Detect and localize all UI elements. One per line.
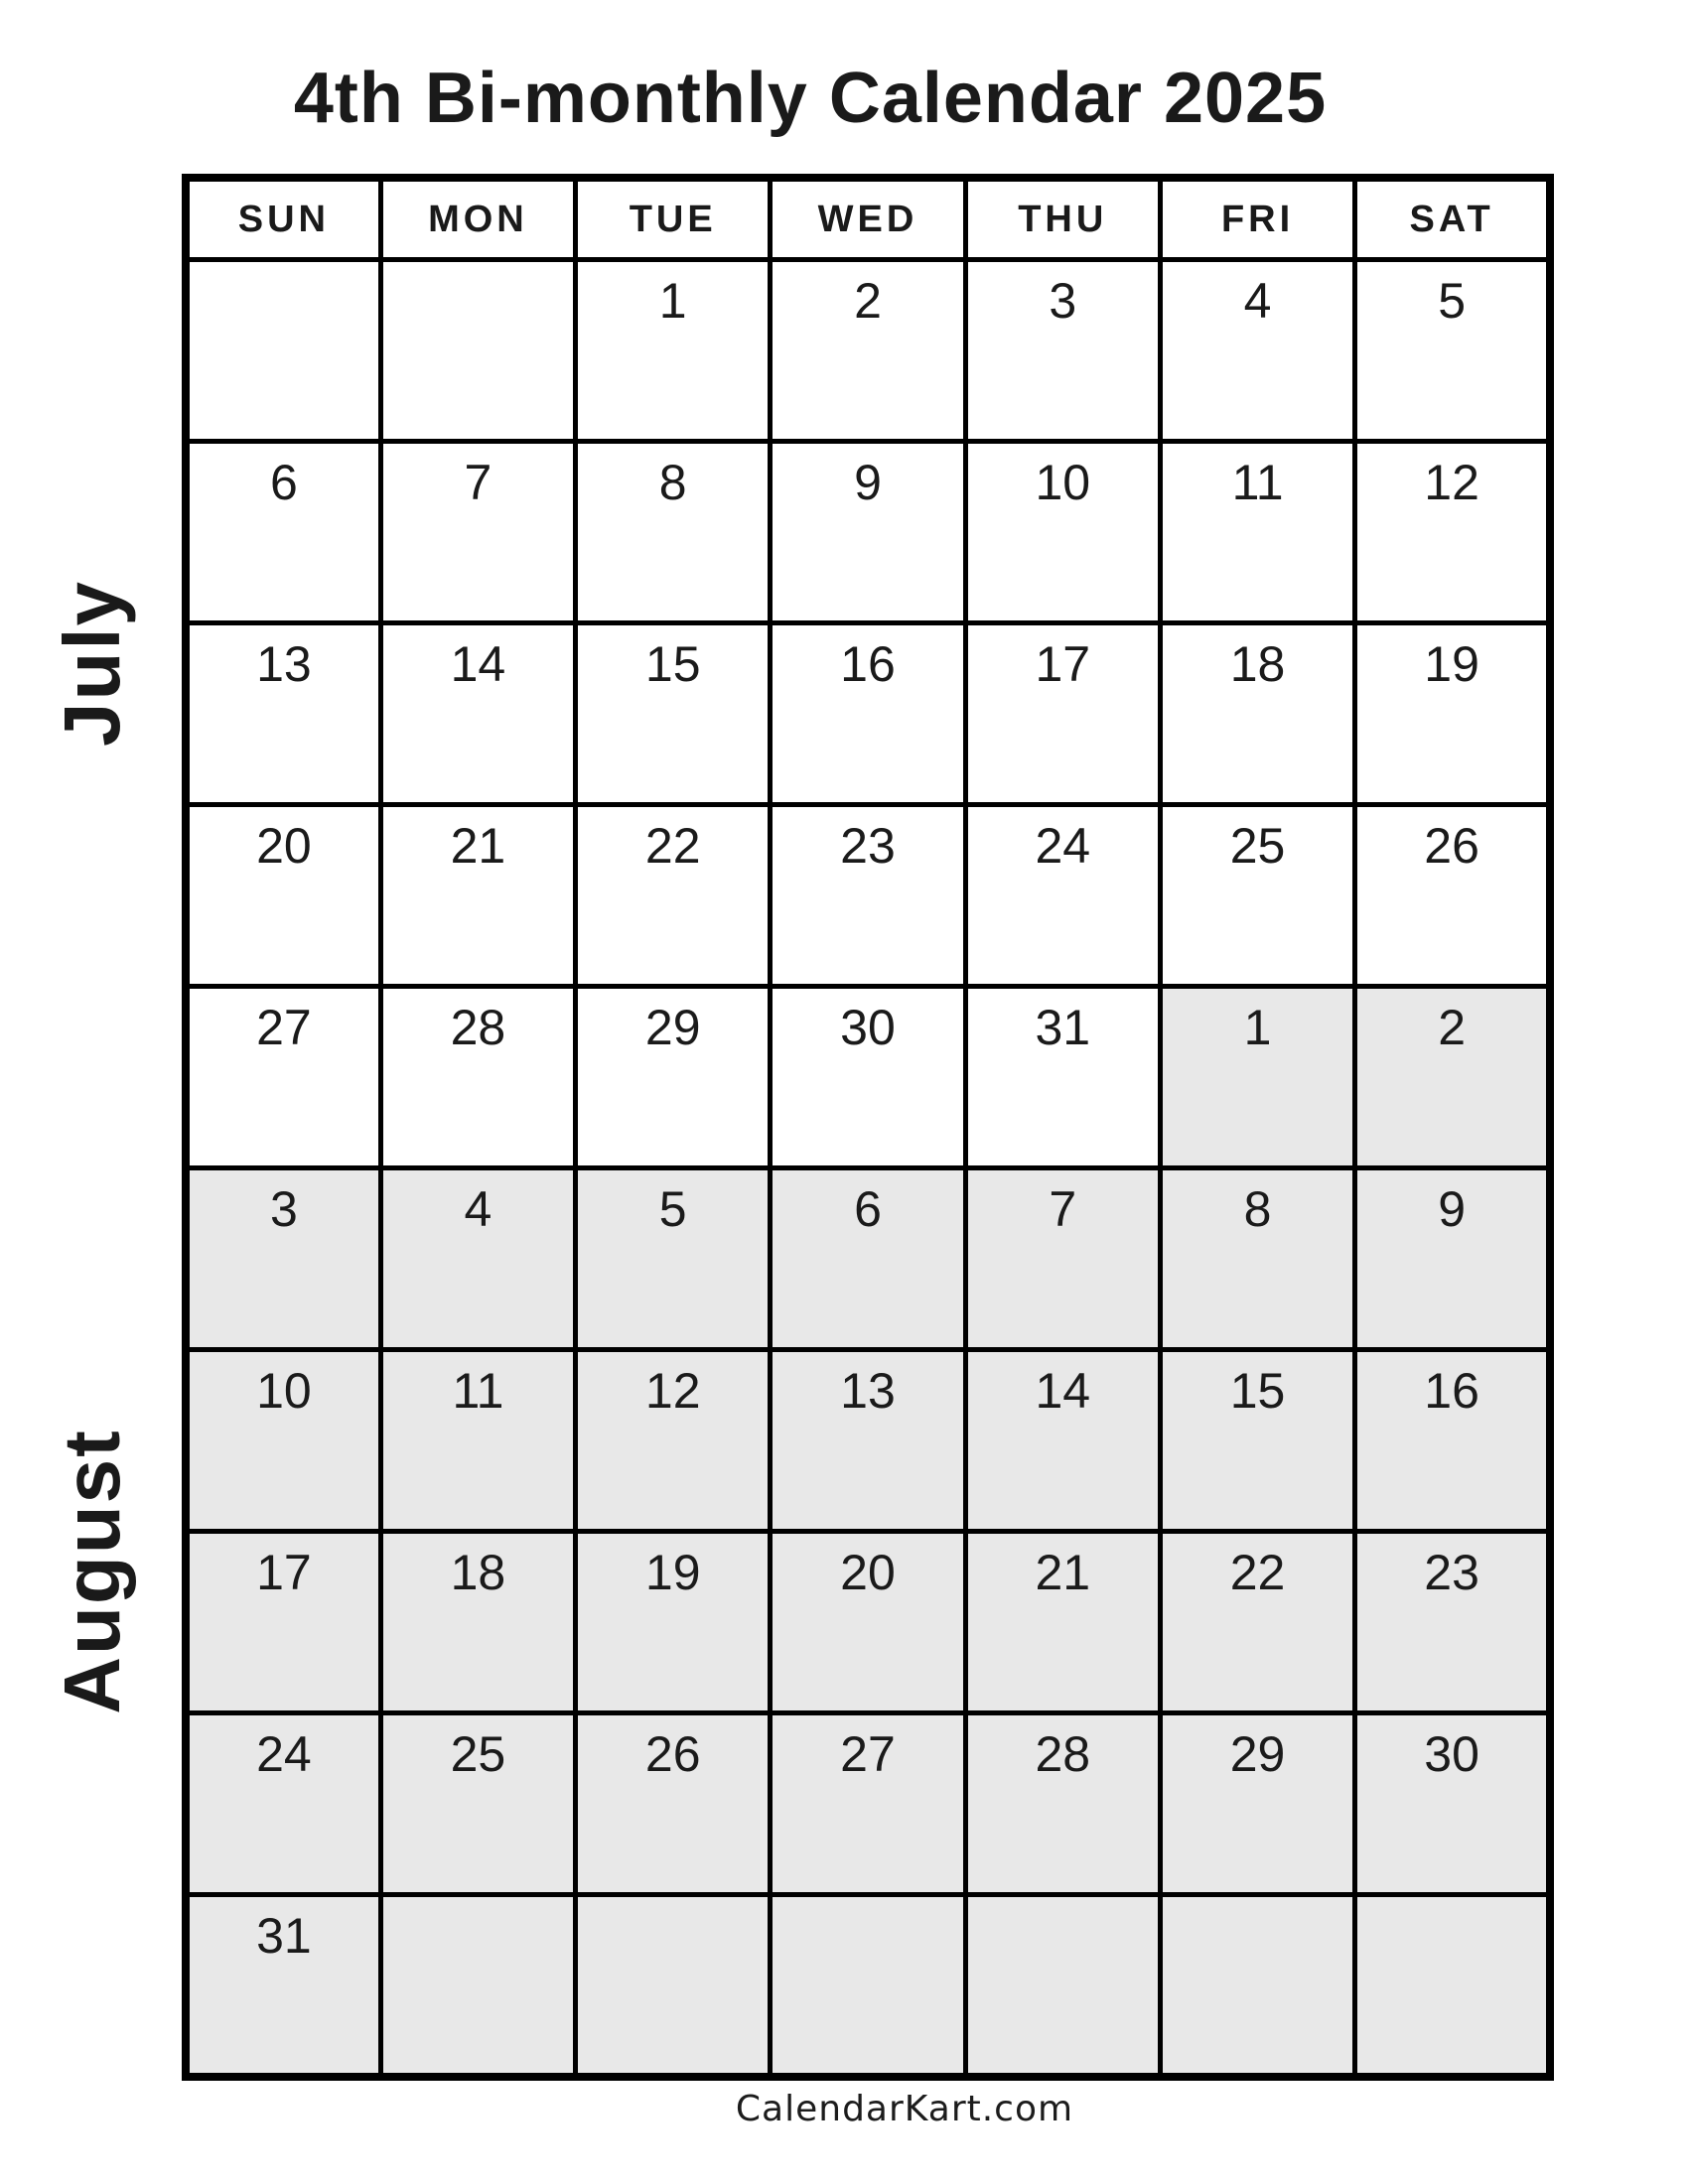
calendar-cell-july-18 <box>1160 623 1354 805</box>
day-number: 14 <box>450 636 506 692</box>
calendar-cell-august-27 <box>771 1713 965 1895</box>
day-number: 17 <box>256 1545 312 1600</box>
calendar-cell-august-14 <box>965 1350 1160 1532</box>
calendar-cell-july-25 <box>1160 805 1354 987</box>
day-number: 25 <box>450 1726 506 1782</box>
day-number: 9 <box>1438 1181 1466 1237</box>
calendar-cell-july-23 <box>771 805 965 987</box>
calendar-cell-july-21 <box>380 805 575 987</box>
calendar-cell-august-4 <box>380 1168 575 1350</box>
calendar-cell-august-24 <box>186 1713 380 1895</box>
calendar-body <box>186 260 1550 2077</box>
calendar-cell-july-4 <box>1160 260 1354 442</box>
calendar-cell-july-10 <box>965 442 1160 623</box>
calendar-cell-august-1 <box>1160 987 1354 1168</box>
page-title: 4th Bi-monthly Calendar 2025 <box>293 59 1328 138</box>
day-number: 8 <box>1243 1181 1272 1237</box>
day-number: 3 <box>269 1181 298 1237</box>
day-number: 24 <box>1035 818 1091 874</box>
day-number: 1 <box>658 273 687 329</box>
calendar-week-row <box>186 987 1550 1168</box>
calendar-week-row <box>186 805 1550 987</box>
day-number: 11 <box>452 1363 504 1419</box>
calendar-cell-august-10 <box>186 1350 380 1532</box>
calendar-cell-empty-august <box>771 1895 965 2077</box>
month-label-august-text: August <box>48 1429 137 1714</box>
calendar-week-row <box>186 1713 1550 1895</box>
calendar-cell-empty-july <box>186 260 380 442</box>
day-number: 19 <box>1424 636 1479 692</box>
calendar-cell-august-21 <box>965 1532 1160 1713</box>
calendar-cell-empty-august <box>380 1895 575 2077</box>
calendar-cell-august-15 <box>1160 1350 1354 1532</box>
calendar-cell-empty-august <box>1355 1895 1550 2077</box>
day-number: 31 <box>1035 1000 1091 1055</box>
day-number: 7 <box>1049 1181 1077 1237</box>
weekday-header-wed: WED <box>771 178 965 260</box>
weekday-header-fri: FRI <box>1160 178 1354 260</box>
day-number: 7 <box>464 455 492 510</box>
day-number: 21 <box>450 818 506 874</box>
calendar-cell-empty-august <box>1160 1895 1354 2077</box>
calendar-cell-august-20 <box>771 1532 965 1713</box>
day-number: 27 <box>840 1726 896 1782</box>
calendar-cell-july-27 <box>186 987 380 1168</box>
calendar-cell-august-25 <box>380 1713 575 1895</box>
day-number: 8 <box>658 455 687 510</box>
calendar-cell-august-12 <box>576 1350 771 1532</box>
day-number: 30 <box>1424 1726 1479 1782</box>
weekday-header-sat: SAT <box>1355 178 1550 260</box>
day-number: 20 <box>256 818 312 874</box>
weekday-header-thu: THU <box>965 178 1160 260</box>
day-number: 24 <box>256 1726 312 1782</box>
calendar-cell-july-8 <box>576 442 771 623</box>
day-number: 23 <box>840 818 896 874</box>
calendar-cell-july-14 <box>380 623 575 805</box>
day-number: 25 <box>1229 818 1286 874</box>
calendar-cell-empty-august <box>576 1895 771 2077</box>
calendar-cell-july-31 <box>965 987 1160 1168</box>
day-number: 31 <box>256 1908 312 1964</box>
day-number: 30 <box>840 1000 896 1055</box>
calendar-week-row <box>186 260 1550 442</box>
day-number: 26 <box>644 1726 701 1782</box>
calendar-cell-july-2 <box>771 260 965 442</box>
calendar-cell-july-16 <box>771 623 965 805</box>
day-number: 6 <box>854 1181 882 1237</box>
calendar-cell-july-29 <box>576 987 771 1168</box>
calendar-cell-july-20 <box>186 805 380 987</box>
calendar-cell-july-24 <box>965 805 1160 987</box>
calendar-cell-august-16 <box>1355 1350 1550 1532</box>
calendar-cell-august-6 <box>771 1168 965 1350</box>
calendar-cell-july-9 <box>771 442 965 623</box>
day-number: 13 <box>256 636 312 692</box>
calendar-cell-august-19 <box>576 1532 771 1713</box>
day-number: 2 <box>854 273 882 329</box>
day-number: 9 <box>854 455 882 510</box>
calendar-cell-july-6 <box>186 442 380 623</box>
calendar-cell-august-18 <box>380 1532 575 1713</box>
calendar-cell-july-1 <box>576 260 771 442</box>
day-number: 10 <box>256 1363 312 1419</box>
day-number: 15 <box>644 636 701 692</box>
day-number: 29 <box>1229 1726 1286 1782</box>
day-number: 14 <box>1035 1363 1091 1419</box>
weekday-header-tue: TUE <box>576 178 771 260</box>
day-number: 16 <box>1424 1363 1479 1419</box>
day-number: 20 <box>840 1545 896 1600</box>
day-number: 10 <box>1035 455 1091 510</box>
day-number: 28 <box>450 1000 506 1055</box>
calendar-cell-july-17 <box>965 623 1160 805</box>
day-number: 27 <box>256 1000 312 1055</box>
day-number: 15 <box>1229 1363 1286 1419</box>
month-label-july <box>18 260 167 1168</box>
weekday-header-sun: SUN <box>186 178 380 260</box>
calendar-cell-july-15 <box>576 623 771 805</box>
calendar-week-row <box>186 1350 1550 1532</box>
calendar-cell-july-5 <box>1355 260 1550 442</box>
calendar-cell-july-3 <box>965 260 1160 442</box>
calendar-cell-empty-july <box>380 260 575 442</box>
calendar-cell-july-19 <box>1355 623 1550 805</box>
calendar-cell-august-2 <box>1355 987 1550 1168</box>
calendar-cell-august-29 <box>1160 1713 1354 1895</box>
day-number: 22 <box>1229 1545 1286 1600</box>
day-number: 2 <box>1438 1000 1466 1055</box>
day-number: 4 <box>1243 273 1272 329</box>
weekday-header-row <box>186 178 1550 260</box>
calendar-cell-august-30 <box>1355 1713 1550 1895</box>
calendar-cell-august-26 <box>576 1713 771 1895</box>
calendar-cell-july-30 <box>771 987 965 1168</box>
month-label-august <box>18 1168 167 2078</box>
calendar-cell-august-5 <box>576 1168 771 1350</box>
calendar-cell-july-12 <box>1355 442 1550 623</box>
weekday-header-mon: MON <box>380 178 575 260</box>
day-number: 28 <box>1035 1726 1091 1782</box>
calendar-cell-july-7 <box>380 442 575 623</box>
calendar-week-row <box>186 1895 1550 2077</box>
day-number: 1 <box>1243 1000 1272 1055</box>
calendar-cell-july-22 <box>576 805 771 987</box>
day-number: 5 <box>658 1181 687 1237</box>
calendar-cell-august-8 <box>1160 1168 1354 1350</box>
day-number: 26 <box>1424 818 1479 874</box>
day-number: 19 <box>644 1545 701 1600</box>
day-number: 22 <box>644 818 701 874</box>
calendar-week-row <box>186 1532 1550 1713</box>
month-label-july-text: July <box>48 579 137 747</box>
calendar-cell-empty-august <box>965 1895 1160 2077</box>
calendar-cell-july-13 <box>186 623 380 805</box>
calendar-cell-august-31 <box>186 1895 380 2077</box>
calendar-week-row <box>186 623 1550 805</box>
calendar-week-row <box>186 442 1550 623</box>
calendar-cell-august-13 <box>771 1350 965 1532</box>
day-number: 12 <box>644 1363 701 1419</box>
day-number: 21 <box>1035 1545 1091 1600</box>
calendar-cell-august-7 <box>965 1168 1160 1350</box>
calendar-cell-august-3 <box>186 1168 380 1350</box>
calendar-cell-august-28 <box>965 1713 1160 1895</box>
day-number: 29 <box>644 1000 701 1055</box>
day-number: 3 <box>1049 273 1077 329</box>
calendar-cell-august-11 <box>380 1350 575 1532</box>
calendar-cell-august-9 <box>1355 1168 1550 1350</box>
day-number: 4 <box>464 1181 492 1237</box>
day-number: 11 <box>1231 455 1284 510</box>
footer-watermark: CalendarKart.com <box>735 2089 1074 2129</box>
calendar-cell-august-17 <box>186 1532 380 1713</box>
day-number: 16 <box>840 636 896 692</box>
calendar-week-row <box>186 1168 1550 1350</box>
calendar-cell-july-28 <box>380 987 575 1168</box>
day-number: 18 <box>1229 636 1286 692</box>
day-number: 5 <box>1438 273 1466 329</box>
day-number: 17 <box>1035 636 1091 692</box>
day-number: 23 <box>1424 1545 1479 1600</box>
calendar-cell-july-26 <box>1355 805 1550 987</box>
calendar-table <box>182 174 1554 2081</box>
day-number: 13 <box>840 1363 896 1419</box>
calendar-cell-august-23 <box>1355 1532 1550 1713</box>
calendar-cell-august-22 <box>1160 1532 1354 1713</box>
day-number: 12 <box>1424 455 1479 510</box>
day-number: 18 <box>450 1545 506 1600</box>
calendar-cell-july-11 <box>1160 442 1354 623</box>
day-number: 6 <box>269 455 298 510</box>
